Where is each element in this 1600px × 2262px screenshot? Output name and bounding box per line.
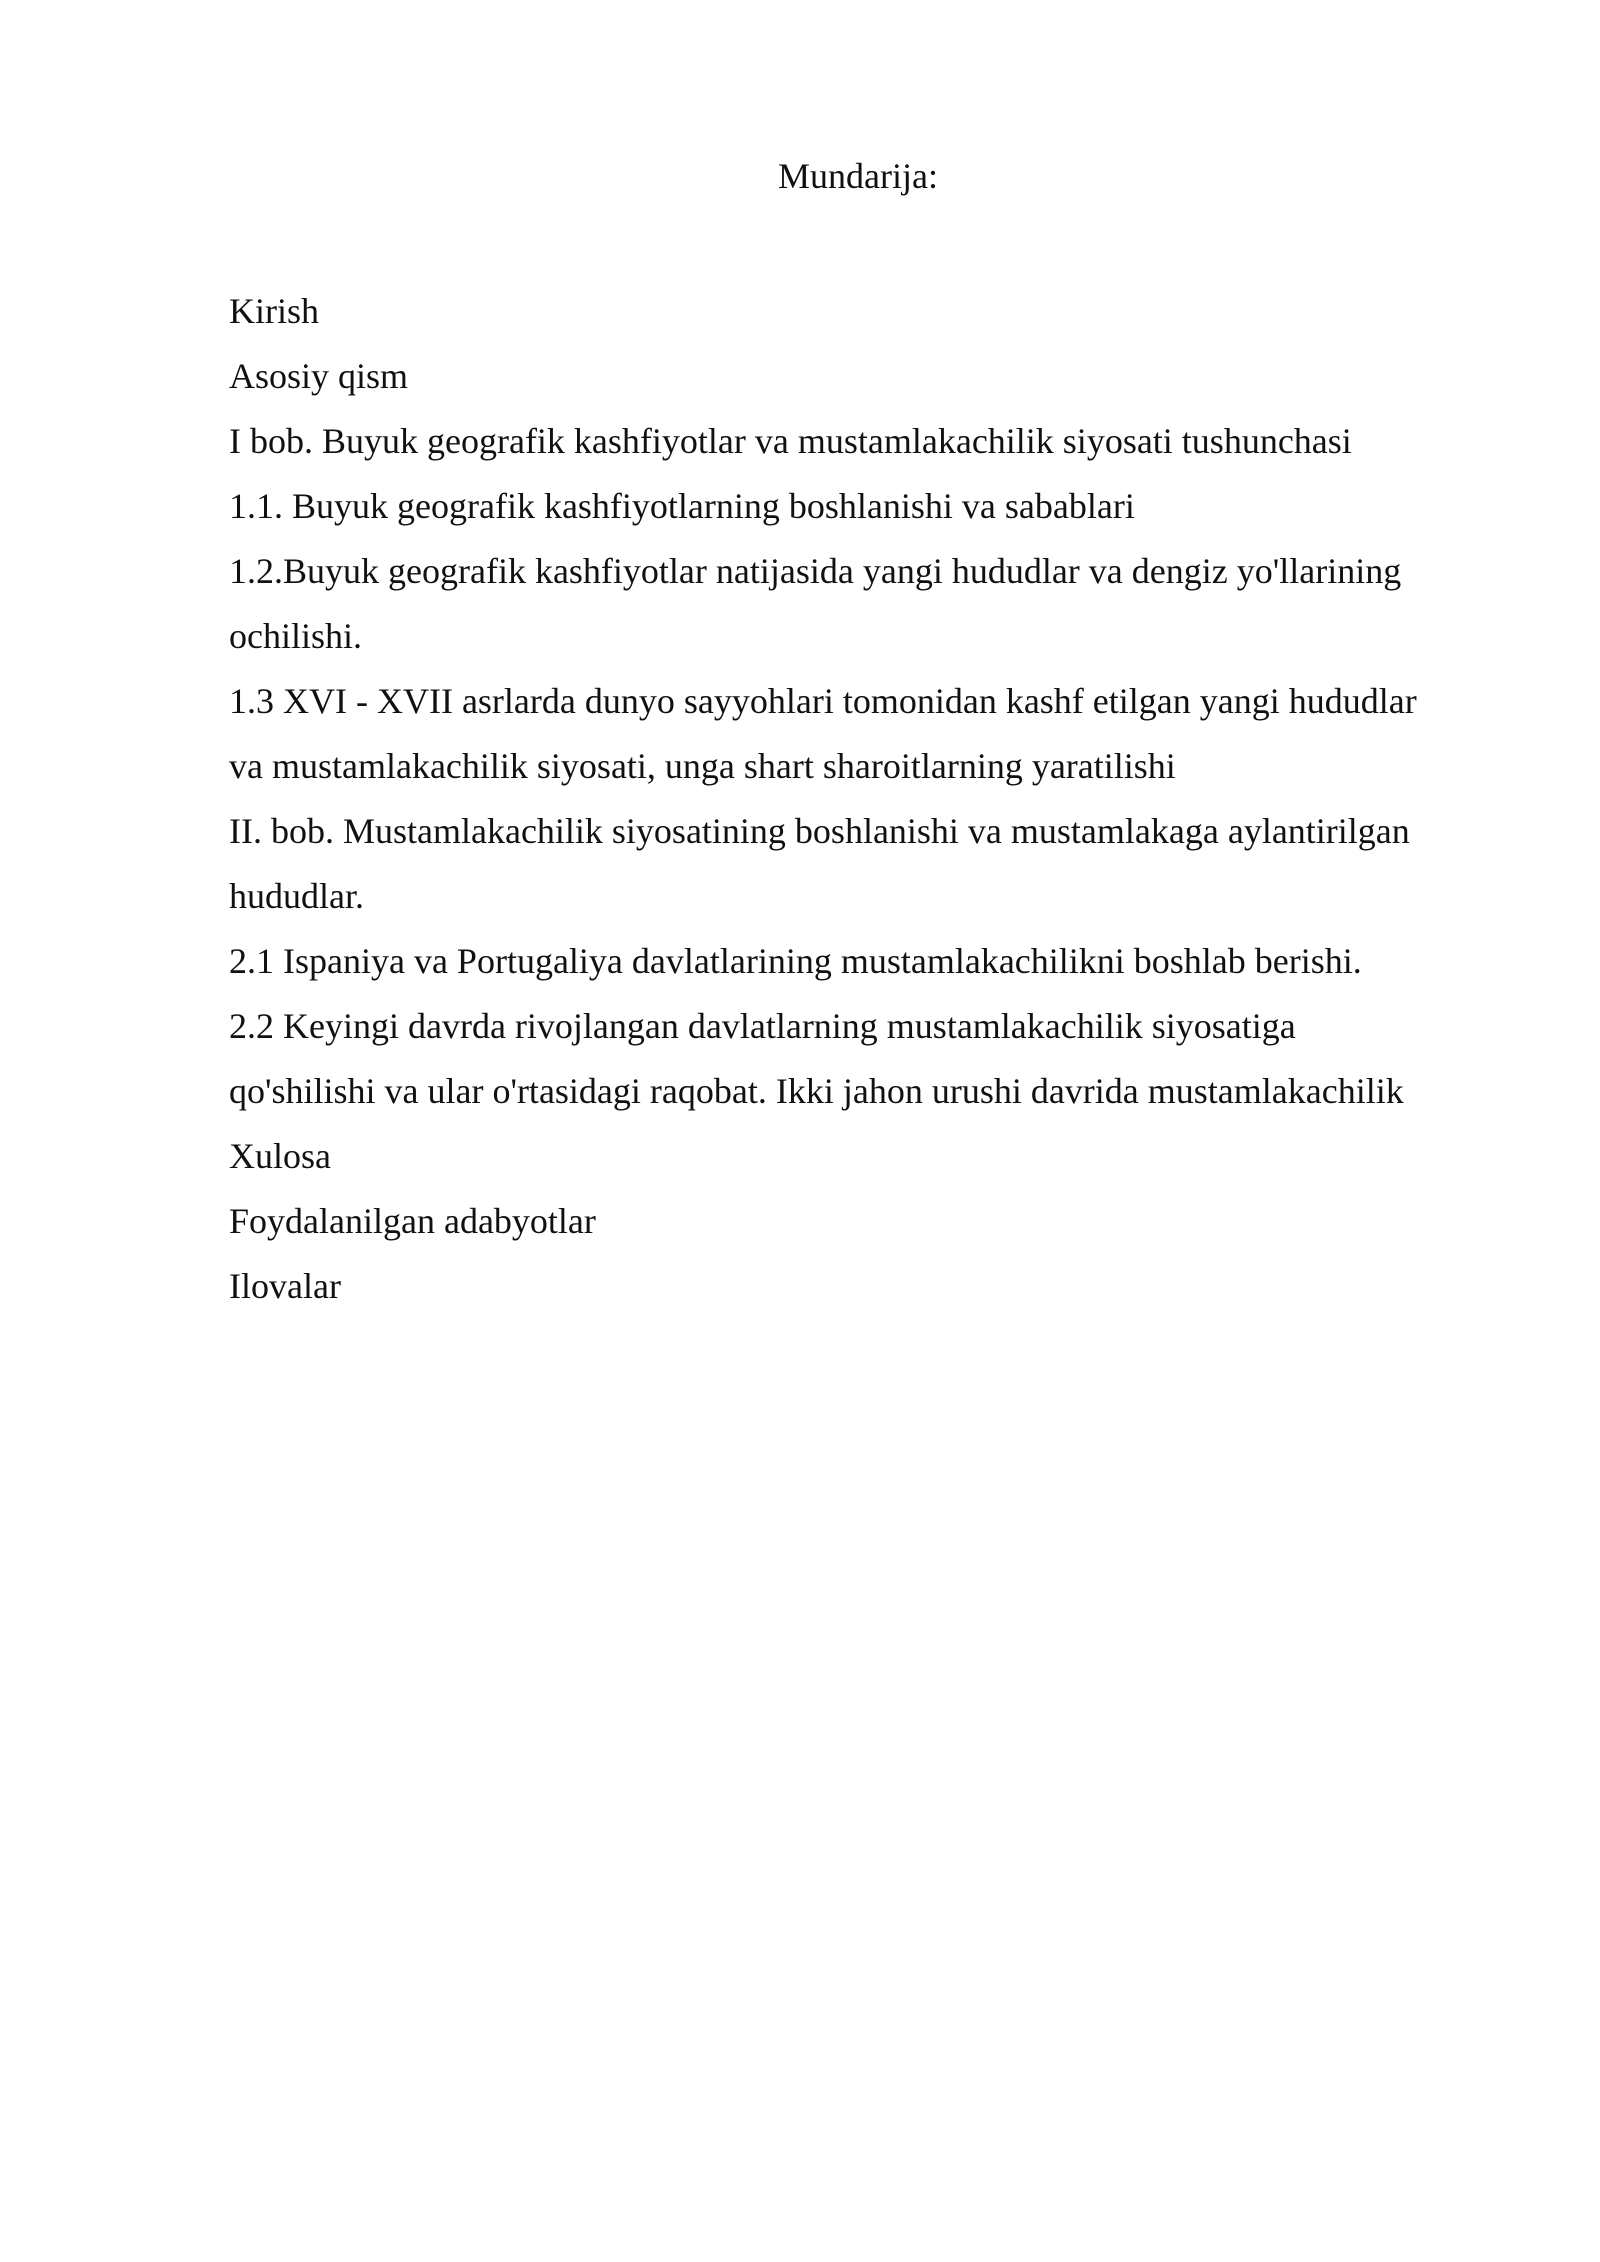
- toc-line: ochilishi.: [229, 616, 362, 656]
- toc-line: 1.1. Buyuk geografik kashfiyotlarning boshlanishi va sabablari: [229, 486, 1135, 526]
- toc-line: Ilovalar: [229, 1266, 341, 1306]
- toc-line: 1.2.Buyuk geografik kashfiyotlar natijasida yangi hududlar va dengiz yo'llarining: [229, 551, 1402, 591]
- page-title: Mundarija:: [778, 156, 938, 196]
- toc-line: Xulosa: [229, 1136, 331, 1176]
- toc-line: 2.2 Keyingi davrda rivojlangan davlatlarning mustamlakachilik siyosatiga: [229, 1006, 1296, 1046]
- toc-line: qo'shilishi va ular o'rtasidagi raqobat. Ikki jahon urushi davrida mustamlakachilik: [229, 1071, 1404, 1111]
- toc-line: va mustamlakachilik siyosati, unga shart sharoitlarning yaratilishi: [229, 746, 1176, 786]
- toc-line: I bob. Buyuk geografik kashfiyotlar va mustamlakachilik siyosati tushunchasi: [229, 421, 1352, 461]
- toc-line: Kirish: [229, 291, 319, 331]
- toc-line: Foydalanilgan adabyotlar: [229, 1201, 596, 1241]
- toc-line: II. bob. Mustamlakachilik siyosatining boshlanishi va mustamlakaga aylantirilgan: [229, 811, 1410, 851]
- toc-line: 1.3 XVI - XVII asrlarda dunyo sayyohlari tomonidan kashf etilgan yangi hududlar: [229, 681, 1417, 721]
- toc-line: Asosiy qism: [229, 356, 409, 396]
- toc-line: 2.1 Ispaniya va Portugaliya davlatlarining mustamlakachilikni boshlab berishi.: [229, 941, 1362, 981]
- toc-line: hududlar.: [229, 876, 364, 916]
- table-of-contents: [229, 279, 1499, 1319]
